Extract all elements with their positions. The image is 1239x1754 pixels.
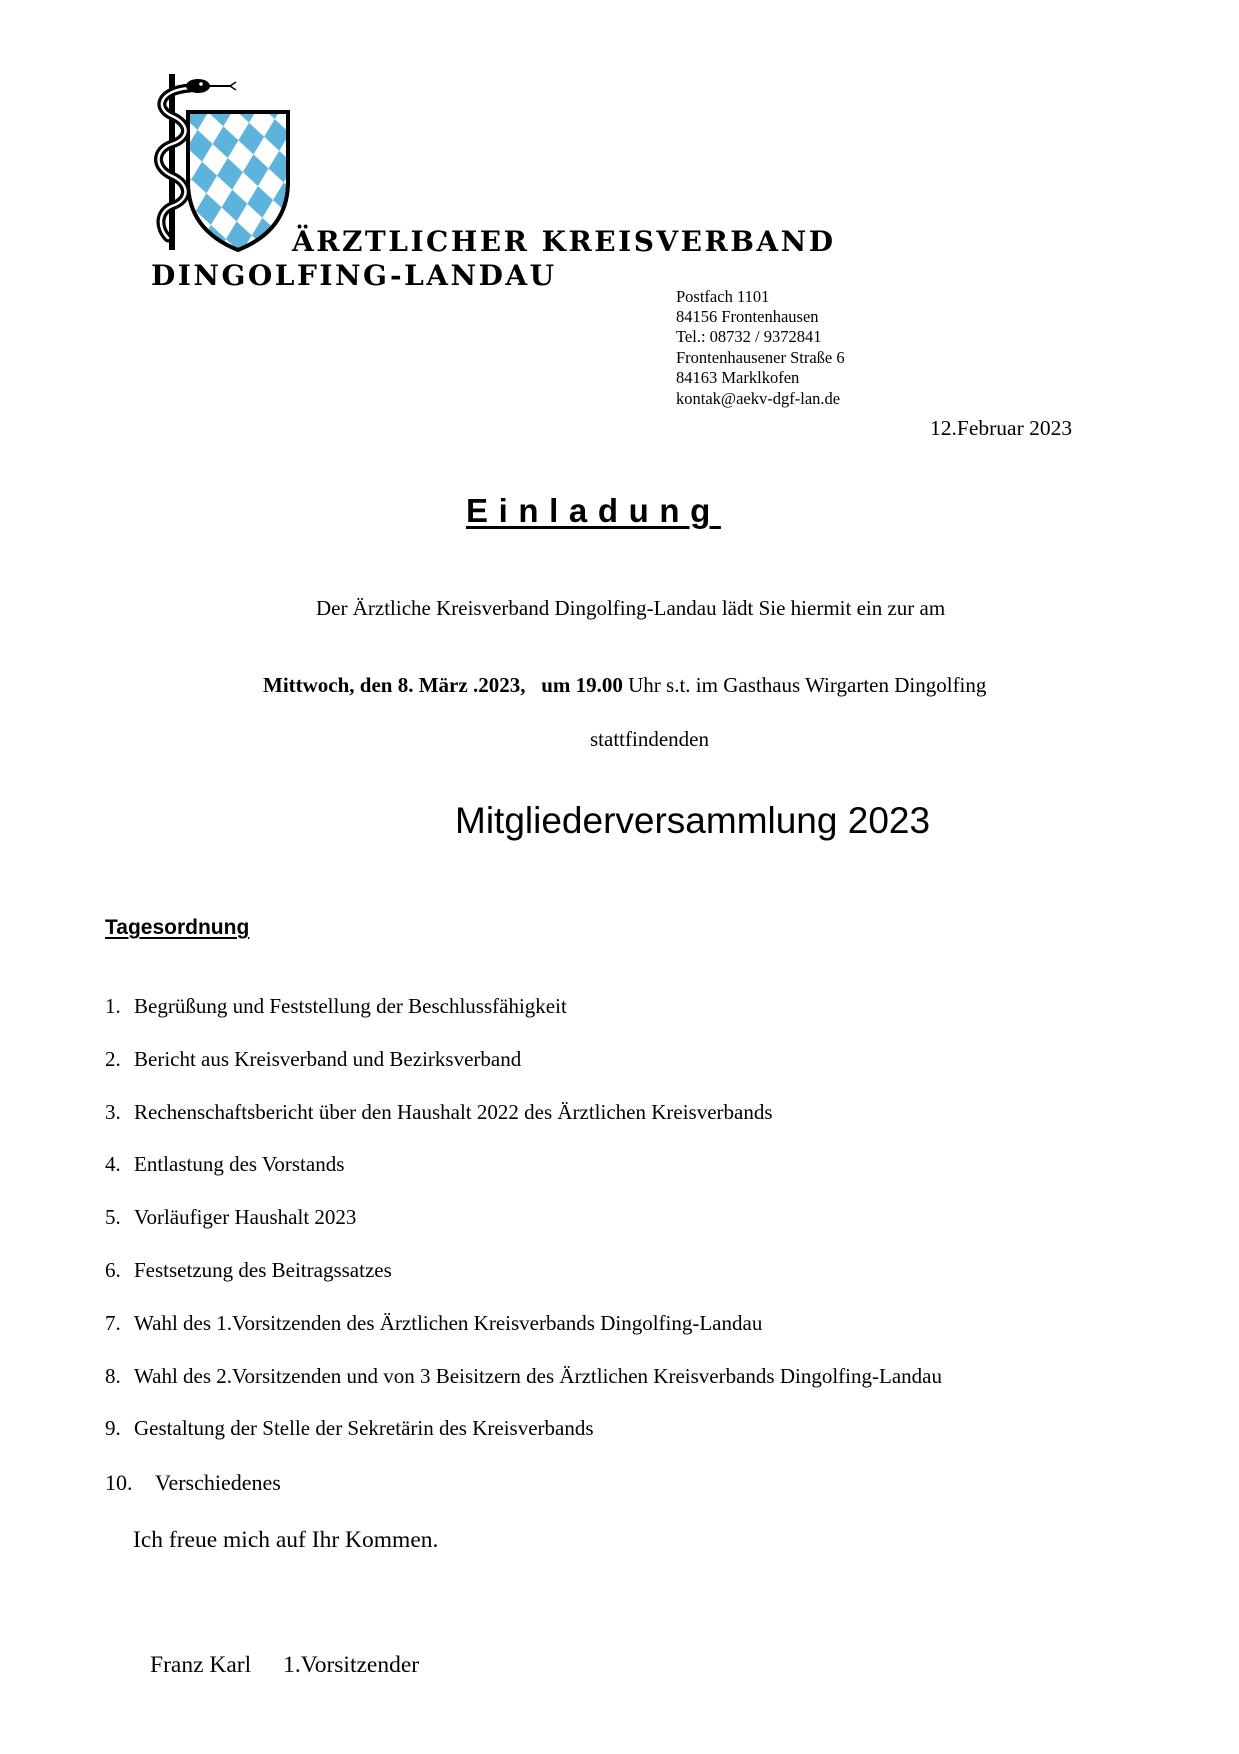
org-name-line2: DINGOLFING-LANDAU xyxy=(151,259,557,292)
agenda-item xyxy=(105,1207,356,1228)
agenda-item-number: 1. xyxy=(105,994,121,1018)
agenda-item-text: Verschiedenes xyxy=(155,1470,281,1495)
stattfindenden-text: stattfindenden xyxy=(590,727,709,751)
address-street: Frontenhausener Straße 6 xyxy=(676,348,845,367)
meeting-title: Mitgliederversammlung 2023 xyxy=(455,800,931,841)
agenda-item xyxy=(105,1366,942,1387)
agenda-item xyxy=(105,1313,762,1334)
address-po-city: 84156 Frontenhausen xyxy=(676,307,819,326)
event-day: Mittwoch, den 8. März .2023, xyxy=(263,673,526,697)
agenda-item-text: Entlastung des Vorstands xyxy=(134,1152,345,1176)
agenda-item-number: 8. xyxy=(105,1364,121,1388)
agenda-item-number: 5. xyxy=(105,1205,121,1229)
document-title: Einladung xyxy=(466,492,721,529)
agenda-item xyxy=(105,1418,594,1439)
address-email: kontak@aekv-dgf-lan.de xyxy=(676,389,841,408)
agenda-item-text: Wahl des 2.Vorsitzenden und von 3 Beisitzern des Ärztlichen Kreisverbands Dingolfing-Landau xyxy=(134,1364,942,1388)
org-name-line1: ÄRZTLICHER KREISVERBAND xyxy=(292,225,836,258)
agenda-item-number: 6. xyxy=(105,1258,121,1282)
agenda-item-number: 2. xyxy=(105,1047,121,1071)
agenda-item-number: 10. xyxy=(105,1470,133,1495)
agenda-item-text: Wahl des 1.Vorsitzenden des Ärztlichen Kreisverbands Dingolfing-Landau xyxy=(134,1311,763,1335)
event-location: Uhr s.t. im Gasthaus Wirgarten Dingolfing xyxy=(628,673,987,697)
aesculapian-staff-shield-logo xyxy=(150,72,300,252)
event-when xyxy=(263,675,986,696)
address-phone: Tel.: 08732 / 9372841 xyxy=(676,327,822,346)
agenda-item xyxy=(105,1472,281,1494)
address-po-box: Postfach 1101 xyxy=(676,287,770,306)
agenda-item-text: Begrüßung und Feststellung der Beschlussfähigkeit xyxy=(134,994,567,1018)
agenda-item xyxy=(105,1102,773,1123)
event-time: um 19.00 xyxy=(541,673,623,697)
agenda-item-text: Festsetzung des Beitragssatzes xyxy=(134,1258,392,1282)
agenda-item-text: Bericht aus Kreisverband und Bezirksverband xyxy=(134,1047,522,1071)
agenda-item xyxy=(105,1154,344,1175)
agenda-item-text: Rechenschaftsbericht über den Haushalt 2022 des Ärztlichen Kreisverbands xyxy=(134,1100,773,1124)
intro-text: Der Ärztliche Kreisverband Dingolfing-Landau lädt Sie hiermit ein zur am xyxy=(316,596,946,620)
signer-role: 1.Vorsitzender xyxy=(283,1652,420,1678)
agenda-item-number: 7. xyxy=(105,1311,121,1335)
agenda-heading: Tagesordnung xyxy=(105,916,250,939)
agenda-item-text: Gestaltung der Stelle der Sekretärin des Kreisverbands xyxy=(134,1416,594,1440)
agenda-item-number: 4. xyxy=(105,1152,121,1176)
agenda-item xyxy=(105,996,567,1017)
agenda-item xyxy=(105,1049,521,1070)
signer-name: Franz Karl xyxy=(150,1652,252,1678)
address-city: 84163 Marklkofen xyxy=(676,368,800,387)
agenda-item-text: Vorläufiger Haushalt 2023 xyxy=(134,1205,357,1229)
closing-text: Ich freue mich auf Ihr Kommen. xyxy=(133,1527,439,1553)
agenda-item-number: 9. xyxy=(105,1416,121,1440)
agenda-item-number: 3. xyxy=(105,1100,121,1124)
agenda-item xyxy=(105,1260,392,1281)
signature-line xyxy=(150,1652,419,1679)
letter-date: 12.Februar 2023 xyxy=(930,416,1073,440)
